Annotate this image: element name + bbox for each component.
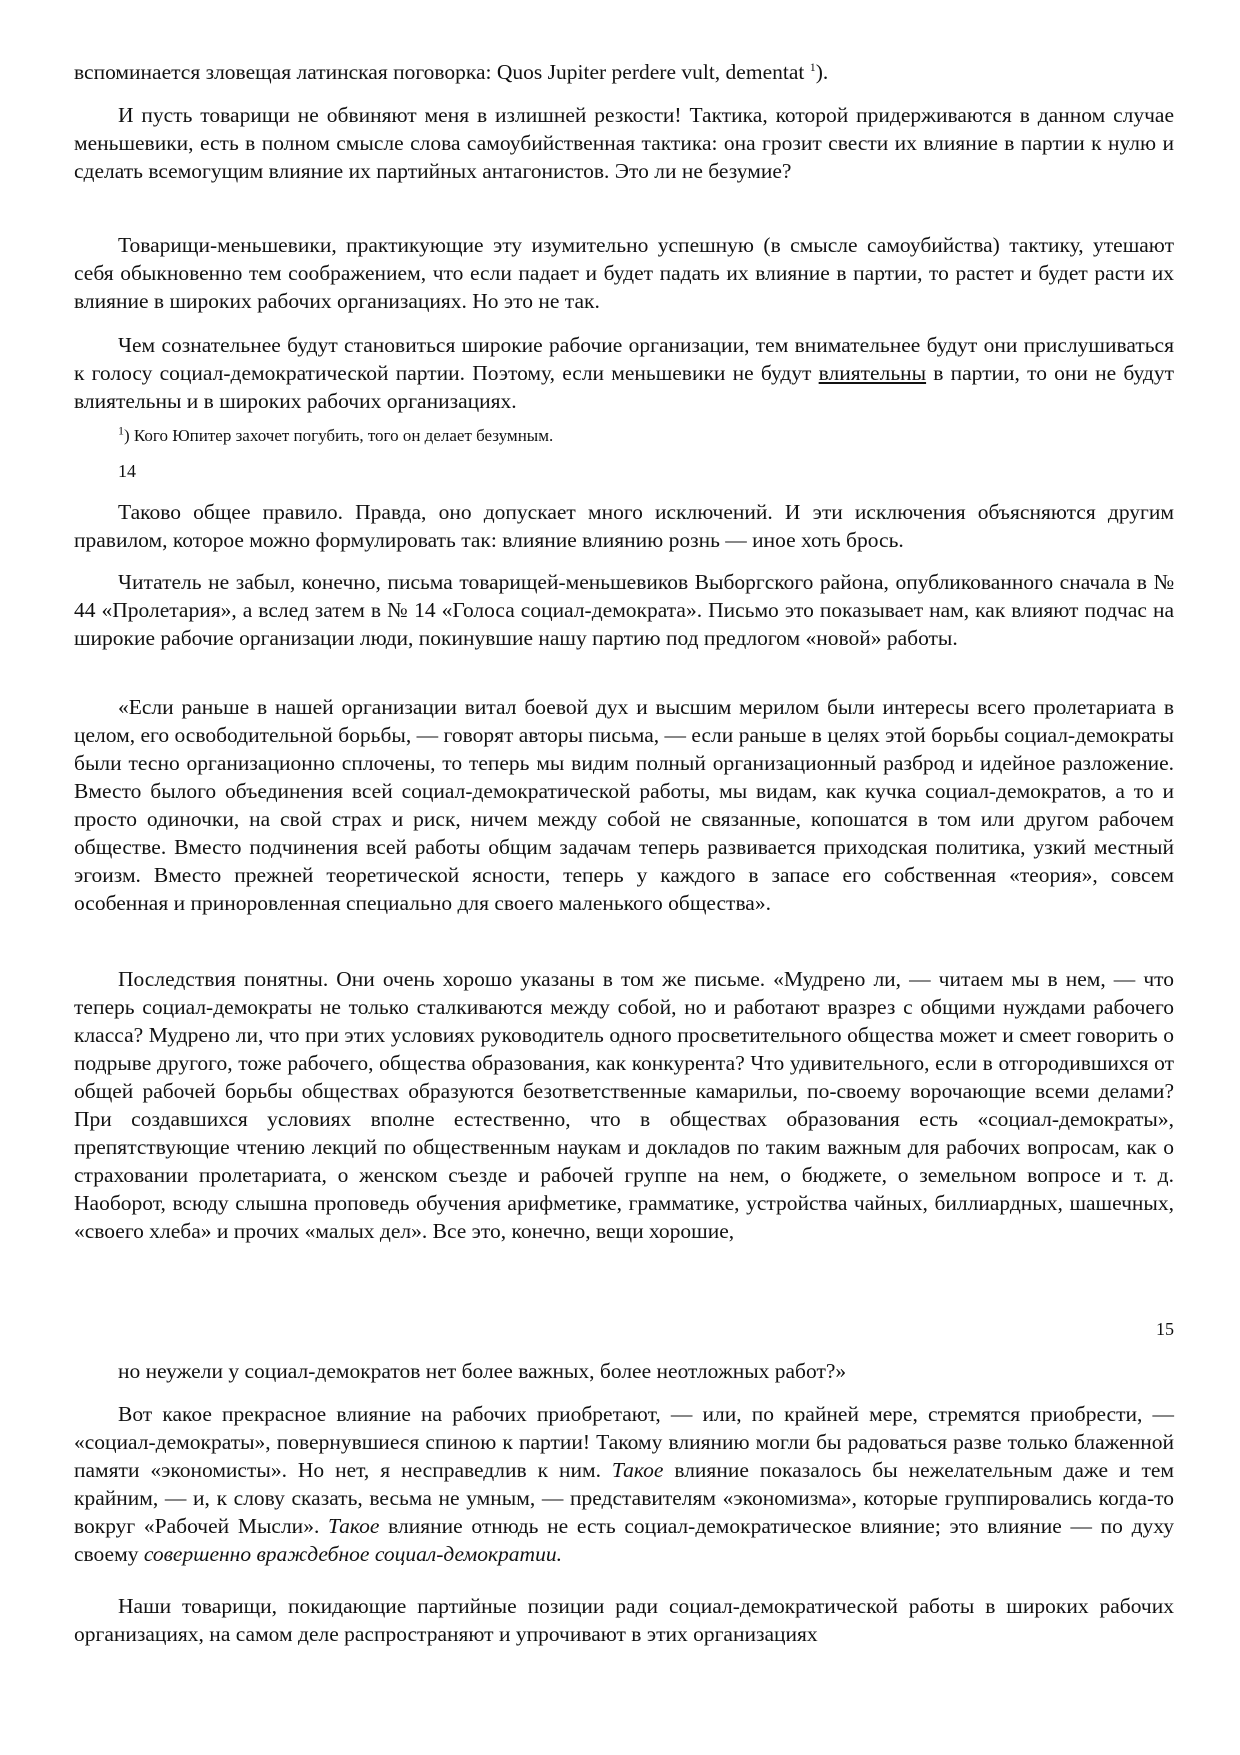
paragraph: И пусть товарищи не обвиняют меня в излишней резкости! Тактика, которой придерживаются в данном случае меньшевики, есть в полном смысле слова самоубийственная тактика: она грозит свести их влияние в партии к нулю и сделать всемогущим влияние их партийных антагонистов. Это ли не безумие? — [74, 103, 1174, 183]
paragraph: Вот какое прекрасное влияние на рабочих приобретают, — или, по крайней мере, стремятся приобрести, — «социал-демократы», повернувшиеся спиною к партии! Такому влиянию могли бы радоваться разве только блаженной памяти «экономисты». Но нет, я несправедлив к ним. Такое влияние показалось бы нежелательным даже и тем крайним, — и, к слову сказать, весьма не умным, — представителям «экономизма», которые группировались когда-то вокруг «Рабочей Мысли». Такое влияние отнюдь не есть социал-демократическое влияние; это влияние — по духу своему совершенно враждебное социал-демократии. — [74, 1402, 1174, 1566]
paragraph: Последствия понятны. Они очень хорошо указаны в том же письме. «Мудрено ли, — читаем мы в нем, — что теперь социал-демократы не только сталкиваются между собой, но и работают вразрез с общими нуждами рабочего класса? Мудрено ли, что при этих условиях руководитель одного просветительного общества может и смеет говорить о подрыве другого, тоже рабочего, общества образования, как конкурента? Что удивительного, если в отгородившихся от общей рабочей борьбы обществах образуются безответственные камарильи, по-своему ворочающие всеми делами? При создавшихся условиях вполне естественно, что в обществах образования есть «социал-демократы», препятствующие чтению лекций по общественным наукам и докладов по таким важным для рабочих вопросам, как о страховании пролетариата, о женском съезде и рабочей группе на нем, о бюджете, о земельном вопросе и т. д. Наоборот, всюду слышна проповедь обучения арифметике, грамматике, устройства чайных, биллиардных, шашечных, «своего хлеба» и прочих «малых дел». Все это, конечно, вещи хорошие, — [74, 967, 1174, 1243]
paragraph: Товарищи-меньшевики, практикующие эту изумительно успешную (в смысле самоубийства) тактику, утешают себя обыкновенно тем соображением, что если падает и будет падать их влияние в партии, то растет и будет расти их влияние в широких рабочих организациях. Но это не так. — [74, 233, 1174, 313]
footnote-ref: 1 — [809, 59, 816, 74]
paragraph: Чем сознательнее будут становиться широкие рабочие организации, тем внимательнее будут они прислушиваться к голосу социал-демократической партии. Поэтому, если меньшевики не будут влиятельны в партии, то они не будут влиятельны и в широких рабочих организациях. — [74, 333, 1174, 413]
paragraph-latin-saying: вспоминается зловещая латинская поговорка: Quos Jupiter perdere vult, dementat $^1$). — [74, 59, 829, 84]
paragraph: Таково общее правило. Правда, оно допускает много исключений. И эти исключения объясняются другим правилом, которое можно формулировать так: влияние влиянию рознь — иное хоть брось. — [74, 500, 1174, 552]
paragraph: Наши товарищи, покидающие партийные позиции ради социал-демократической работы в широких рабочих организациях, на самом деле распространяют и упрочивают в этих организациях — [74, 1594, 1174, 1646]
quoted-paragraph: «Если раньше в нашей организации витал боевой дух и высшим мерилом были интересы всего пролетариата в целом, его освободительной борьбы, — говорят авторы письма, — если раньше в целях этой борьбы социал-демократы были тесно организационно сплочены, то теперь мы видим полный организационный разброд и идейное разложение. Вместо былого объединения всей социал-демократической работы, мы видам, как кучка социал-демократов, а то и просто одиночки, на свой страх и риск, ничем между собой не связанные, копошатся в том или другом рабочем обществе. Вместо подчинения всей работы общим задачам теперь развивается приходская политика, узкий местный эгоизм. Вместо прежней теоретической ясности, теперь у каждого в запасе его собственная «теория», совсем особенная и приноровленная специально для своего маленького общества». — [74, 695, 1174, 915]
footnote: $^1$) Кого Юпитер захочет погубить, того он делает безумным. — [118, 423, 554, 445]
page-number: 14 — [118, 461, 136, 481]
paragraph: Читатель не забыл, конечно, письма товарищей-меньшевиков Выборгского района, опубликованного сначала в № 44 «Пролетария», а вслед затем в № 14 «Голоса социал-демократа». Письмо это показывает нам, как влияют подчас на широкие рабочие организации люди, покинувшие нашу партию под предлогом «новой» работы. — [74, 570, 1174, 650]
page-number: 15 — [1156, 1319, 1174, 1339]
paragraph: но неужели у социал-демократов нет более важных, более неотложных работ?» — [118, 1359, 847, 1383]
